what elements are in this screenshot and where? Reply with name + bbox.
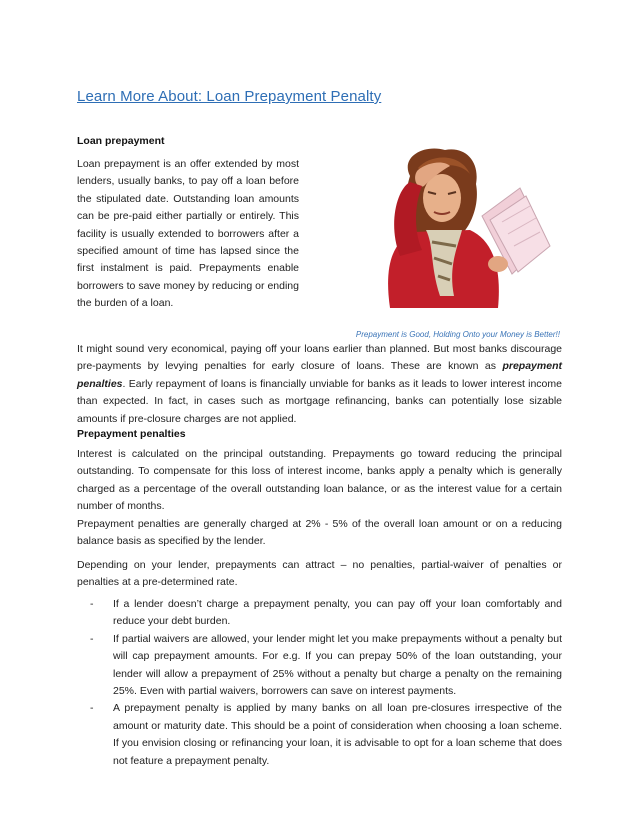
list-item-text: If partial waivers are allowed, your lender might let you make prepayments without a penalty but will cap prepayment amounts. For e.g. If you can prepay 50% of the loan outstanding, your lender will allow a prepayment of 25% without a penalty but charge a penalty on the remaining 25%. Even with partial waivers, borrowers can save on interest payments. [113,632,562,698]
bullet-dash: - [90,632,94,645]
heading-prepayment-penalties: Prepayment penalties [77,428,186,440]
stressed-woman-photo [370,146,560,308]
image-caption: Prepayment is Good, Holding Onto your Money is Better!! [355,330,560,339]
list-item [90,596,562,631]
bullet-dash: - [90,598,94,610]
bullet-dash: - [90,702,94,715]
list-item-text: If a lender doesn’t charge a prepayment penalty, you can pay off your loan comfortably and reduce your debt burden. [113,598,562,628]
list-item [90,631,562,701]
heading-loan-prepayment: Loan prepayment [77,135,165,147]
prepayment-penalties-emphasis: prepayment penalties [77,360,562,390]
penalty-options-list [90,596,562,770]
paragraph-interest-calculation: Interest is calculated on the principal outstanding. Prepayments go toward reducing the principal outstanding. To compensate for this loss of interest income, banks apply a penalty which is generally charged as a percentage of the overall outstanding loan balance, or as the interest value for a certain number of months. [77,448,562,513]
page-title[interactable]: Learn More About: Loan Prepayment Penalty [77,88,382,105]
intro-paragraph: Loan prepayment is an offer extended by most lenders, usually banks, to pay off a loan before the stipulated date. Outstanding loan amounts can be pre-paid either partially or entirely. This facility is usually extended to borrowers after a specified amount of time has lapsed since the first instalment is paid. Prepayments enable borrowers to save money by reducing or ending the burden of a loan. [77,158,299,310]
photo-illustration [370,146,560,308]
paragraph-prepayment-discouraged [77,341,562,428]
paragraph-lender-options: Depending on your lender, prepayments can attract – no penalties, partial-waiver of penalties or penalties at a pre-determined rate. [77,559,562,589]
paragraph-penalty-rates: Prepayment penalties are generally charged at 2% - 5% of the overall loan amount or on a reducing balance basis as specified by the lender. [77,518,562,548]
list-item [90,700,562,770]
para2-before: It might sound very economical, paying off your loans earlier than planned. But most banks discourage pre-payments by levying penalties for early closure of loans. These are known as [77,343,562,373]
list-item-text: A prepayment penalty is applied by many banks on all loan pre-closures irrespective of the amount or maturity date. This should be a point of consideration when choosing a loan scheme. If you envision closing or refinancing your loan, it is advisable to opt for a loan scheme that does not feature a prepayment penalty. [113,702,562,767]
para2-after: . Early repayment of loans is financially unviable for banks as it leads to lower interest income than expected. In fact, in cases such as mortgage refinancing, banks can potentially lose sizable amounts if pre-closure charges are not applied. [77,377,562,425]
